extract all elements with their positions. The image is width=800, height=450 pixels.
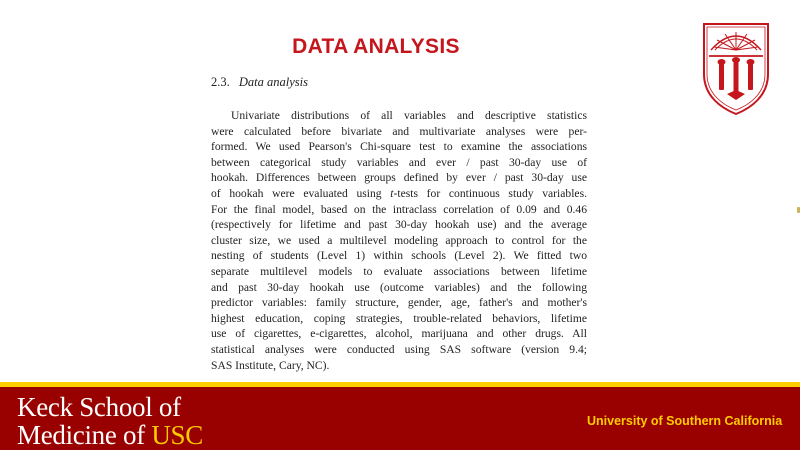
paragraph-line: were calculated before bivariate and multivariate analyses were per- <box>211 124 587 138</box>
school-name-line2 <box>17 421 203 449</box>
paragraph-line: Univariate distributions of all variables and descriptive statistics <box>231 109 587 122</box>
footer-bar <box>0 382 800 450</box>
paragraph-line: between categorical study variables and ever / past 30-day use of <box>211 155 587 169</box>
paragraph-line: highest education, coping strategies, trouble-related behaviors, lifetime <box>211 311 587 325</box>
section-title: Data analysis <box>238 75 308 89</box>
paragraph-line: use of cigarettes, e-cigarettes, alcohol, marijuana and other drugs. All <box>211 327 587 341</box>
paragraph-line: separate multilevel models to evaluate associations between lifetime <box>211 264 587 278</box>
paragraph-line: (respectively for lifetime and past 30-day hookah use) and the average <box>211 218 587 232</box>
paragraph-line: cluster size, we used a multilevel modeling approach to control for the <box>211 233 587 247</box>
body-paragraph <box>211 108 587 373</box>
section-number: 2.3. <box>211 75 230 89</box>
paragraph-line: and past 30-day hookah use (outcome variables) and the following <box>211 280 587 294</box>
paragraph-line: formed. We used Pearson's Chi-square test to examine the associations <box>211 140 587 154</box>
paragraph-line: hookah. Differences between groups defined by ever / past 30-day use <box>211 171 587 185</box>
usc-text: USC <box>151 420 203 450</box>
paragraph-line: nesting of students (Level 1) within schools (Level 2). We fitted two <box>211 249 587 263</box>
university-name: University of Southern California <box>587 414 783 428</box>
usc-seal-icon <box>701 20 771 116</box>
school-name-prefix: Medicine of <box>17 420 152 450</box>
school-name-line1: Keck School of <box>17 392 181 422</box>
paragraph-line: statistical analyses were conducted using SAS software (version 9.4; <box>211 342 587 356</box>
slide-title: DATA ANALYSIS <box>292 35 460 58</box>
paragraph-line: SAS Institute, Cary, NC). <box>211 358 330 372</box>
section-heading <box>211 75 308 90</box>
paragraph-line: For the final model, based on the intraclass correlation of 0.09 and 0.46 <box>211 202 587 216</box>
school-wordmark <box>17 393 203 449</box>
paragraph-line: of hookah were evaluated using t-tests for continuous study variables. <box>211 186 587 200</box>
paragraph-line: predictor variables: family structure, gender, age, father's and mother's <box>211 296 587 310</box>
